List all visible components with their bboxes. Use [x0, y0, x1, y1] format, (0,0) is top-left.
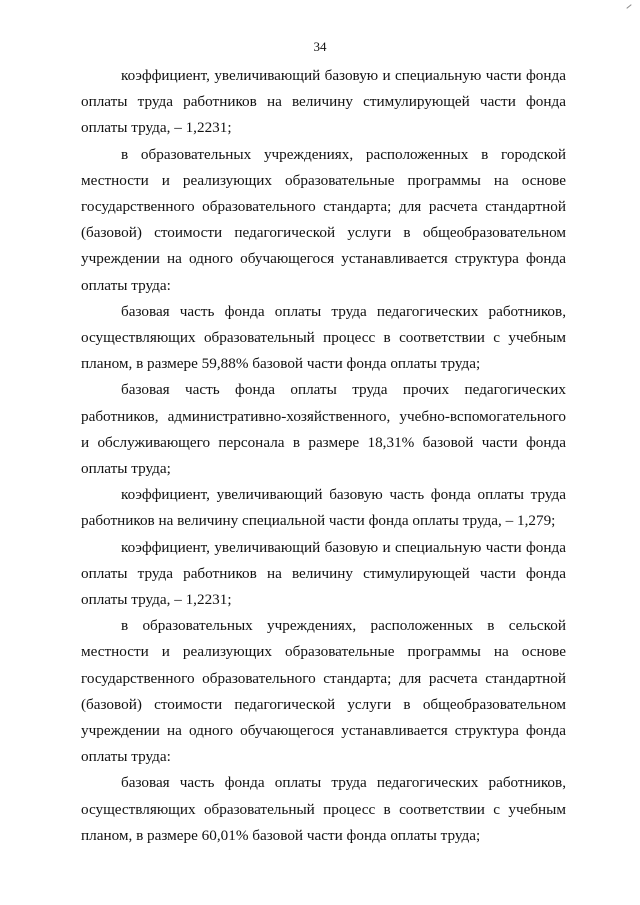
paragraph-coefficient-special-urban: коэффициент, увеличивающий базовую часть фонда оплаты труда работников на величину специальной части фонда оплаты труда, – 1,279; — [81, 486, 566, 530]
paragraph-rural-schools: в образовательных учреждениях, расположенных в сельской местности и реализующих образовательные программы на основе государственного образовательного стандарта; для расчета стандартной (базовой) стоимости педагогической услуги в общеобразовательном учреждении на одного обучающегося устанавливается структура фонда оплаты труда: — [81, 617, 566, 766]
paragraph-base-other-staff-urban: базовая часть фонда оплаты труда прочих педагогических работников, административно-хозяйственного, учебно-вспомогательного и обслуживающего персонала в размере 18,31% базовой части фонда оплаты труда; — [81, 381, 566, 478]
paragraph-urban-schools: в образовательных учреждениях, расположенных в городской местности и реализующих образовательные программы на основе государственного образовательного стандарта; для расчета стандартной (базовой) стоимости педагогической услуги в общеобразовательном учреждении на одного обучающегося устанавливается структура фонда оплаты труда: — [81, 145, 566, 294]
paragraph-base-teaching-staff-urban: базовая часть фонда оплаты труда педагогических работников, осуществляющих образовательный процесс в соответствии с учебным планом, в размере 59,88% базовой части фонда оплаты труда; — [81, 302, 566, 373]
document-body — [81, 63, 566, 849]
paragraph-coefficient-stimulating-urban: коэффициент, увеличивающий базовую и специальную части фонда оплаты труда работников на величину стимулирующей части фонда оплаты труда, – 1,2231; — [81, 67, 566, 137]
scan-mark — [626, 4, 631, 9]
paragraph-coefficient-stimulating-urban-2: коэффициент, увеличивающий базовую и специальную части фонда оплаты труда работников на величину стимулирующей части фонда оплаты труда, – 1,2231; — [81, 538, 566, 609]
page-number: 34 — [313, 39, 327, 54]
paragraph-base-teaching-staff-rural: базовая часть фонда оплаты труда педагогических работников, осуществляющих образовательный процесс в соответствии с учебным планом, в размере 60,01% базовой части фонда оплаты труда; — [81, 774, 566, 844]
